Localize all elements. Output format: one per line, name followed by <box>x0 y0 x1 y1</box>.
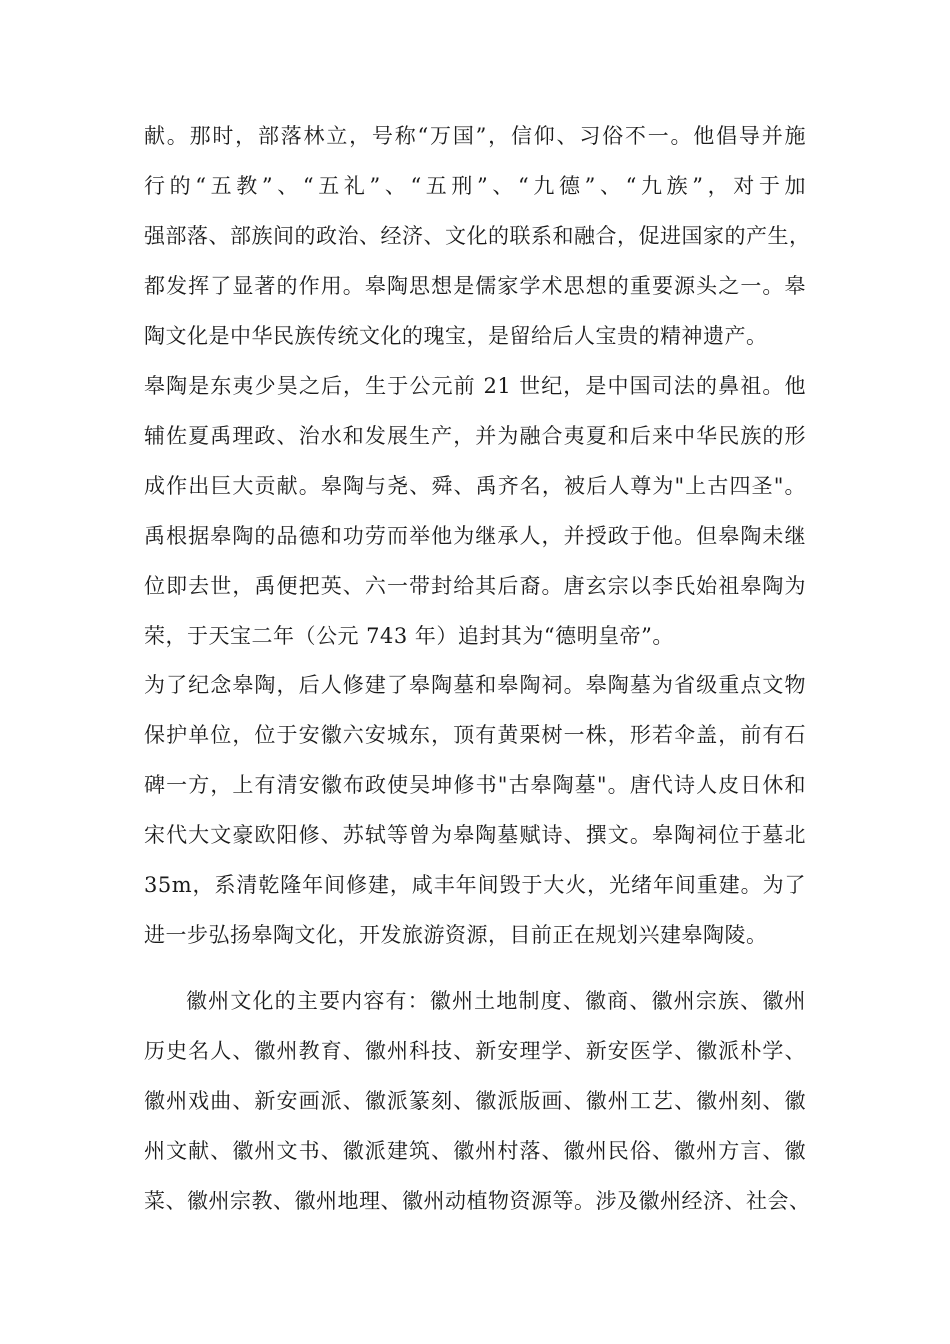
text-line: 宋代大文豪欧阳修、苏轼等曾为皋陶墓赋诗、撰文。皋陶祠位于墓北 <box>144 823 806 847</box>
text-line: 都发挥了显著的作用。皋陶思想是儒家学术思想的重要源头之一。皋 <box>144 274 806 298</box>
text-line: 辅佐夏禹理政、治水和发展生产，并为融合夷夏和后来中华民族的形 <box>144 424 806 448</box>
text-line: 陶文化是中华民族传统文化的瑰宝，是留给后人宝贵的精神遗产。 <box>144 324 768 348</box>
text-line: 为了纪念皋陶，后人修建了皋陶墓和皋陶祠。皋陶墓为省级重点文物 <box>144 673 806 697</box>
text-line: 禹根据皋陶的品德和功劳而举他为继承人，并授政于他。但皋陶未继 <box>144 524 806 548</box>
text-line: 历史名人、徽州教育、徽州科技、新安理学、新安医学、徽派朴学、 <box>144 1039 806 1063</box>
text-line: 州文献、徽州文书、徽派建筑、徽州村落、徽州民俗、徽州方言、徽 <box>144 1139 806 1163</box>
text-line: 保护单位，位于安徽六安城东，顶有黄栗树一株，形若伞盖，前有石 <box>144 723 806 747</box>
text-line: 行的“五教”、“五礼”、“五刑”、“九德”、“九族”，对于加 <box>144 174 806 198</box>
text-line: 皋陶是东夷少昊之后，生于公元前 21 世纪，是中国司法的鼻祖。他 <box>144 374 806 398</box>
text-line: 35m，系清乾隆年间修建，咸丰年间毁于大火，光绪年间重建。为了 <box>144 873 806 897</box>
text-line: 成作出巨大贡献。皋陶与尧、舜、禹齐名，被后人尊为"上古四圣"。 <box>144 474 806 498</box>
text-line: 位即去世，禹便把英、六一带封给其后裔。唐玄宗以李氏始祖皋陶为 <box>144 574 806 598</box>
text-line: 碑一方，上有清安徽布政使吴坤修书"古皋陶墓"。唐代诗人皮日休和 <box>144 773 806 797</box>
text-line: 菜、徽州宗教、徽州地理、徽州动植物资源等。涉及徽州经济、社会、 <box>144 1189 811 1213</box>
text-line: 徽州戏曲、新安画派、徽派篆刻、徽派版画、徽州工艺、徽州刻、徽 <box>144 1089 806 1113</box>
text-line: 强部落、部族间的政治、经济、文化的联系和融合，促进国家的产生， <box>144 224 811 248</box>
text-line: 献。那时，部落林立，号称“万国”，信仰、习俗不一。他倡导并施 <box>144 124 806 148</box>
text-line: 荣，于天宝二年（公元 743 年）追封其为“德明皇帝”。 <box>144 624 674 648</box>
text-line: 进一步弘扬皋陶文化，开发旅游资源，目前正在规划兴建皋陶陵。 <box>144 923 768 947</box>
text-line: 徽州文化的主要内容有：徽州土地制度、徽商、徽州宗族、徽州 <box>186 989 806 1013</box>
